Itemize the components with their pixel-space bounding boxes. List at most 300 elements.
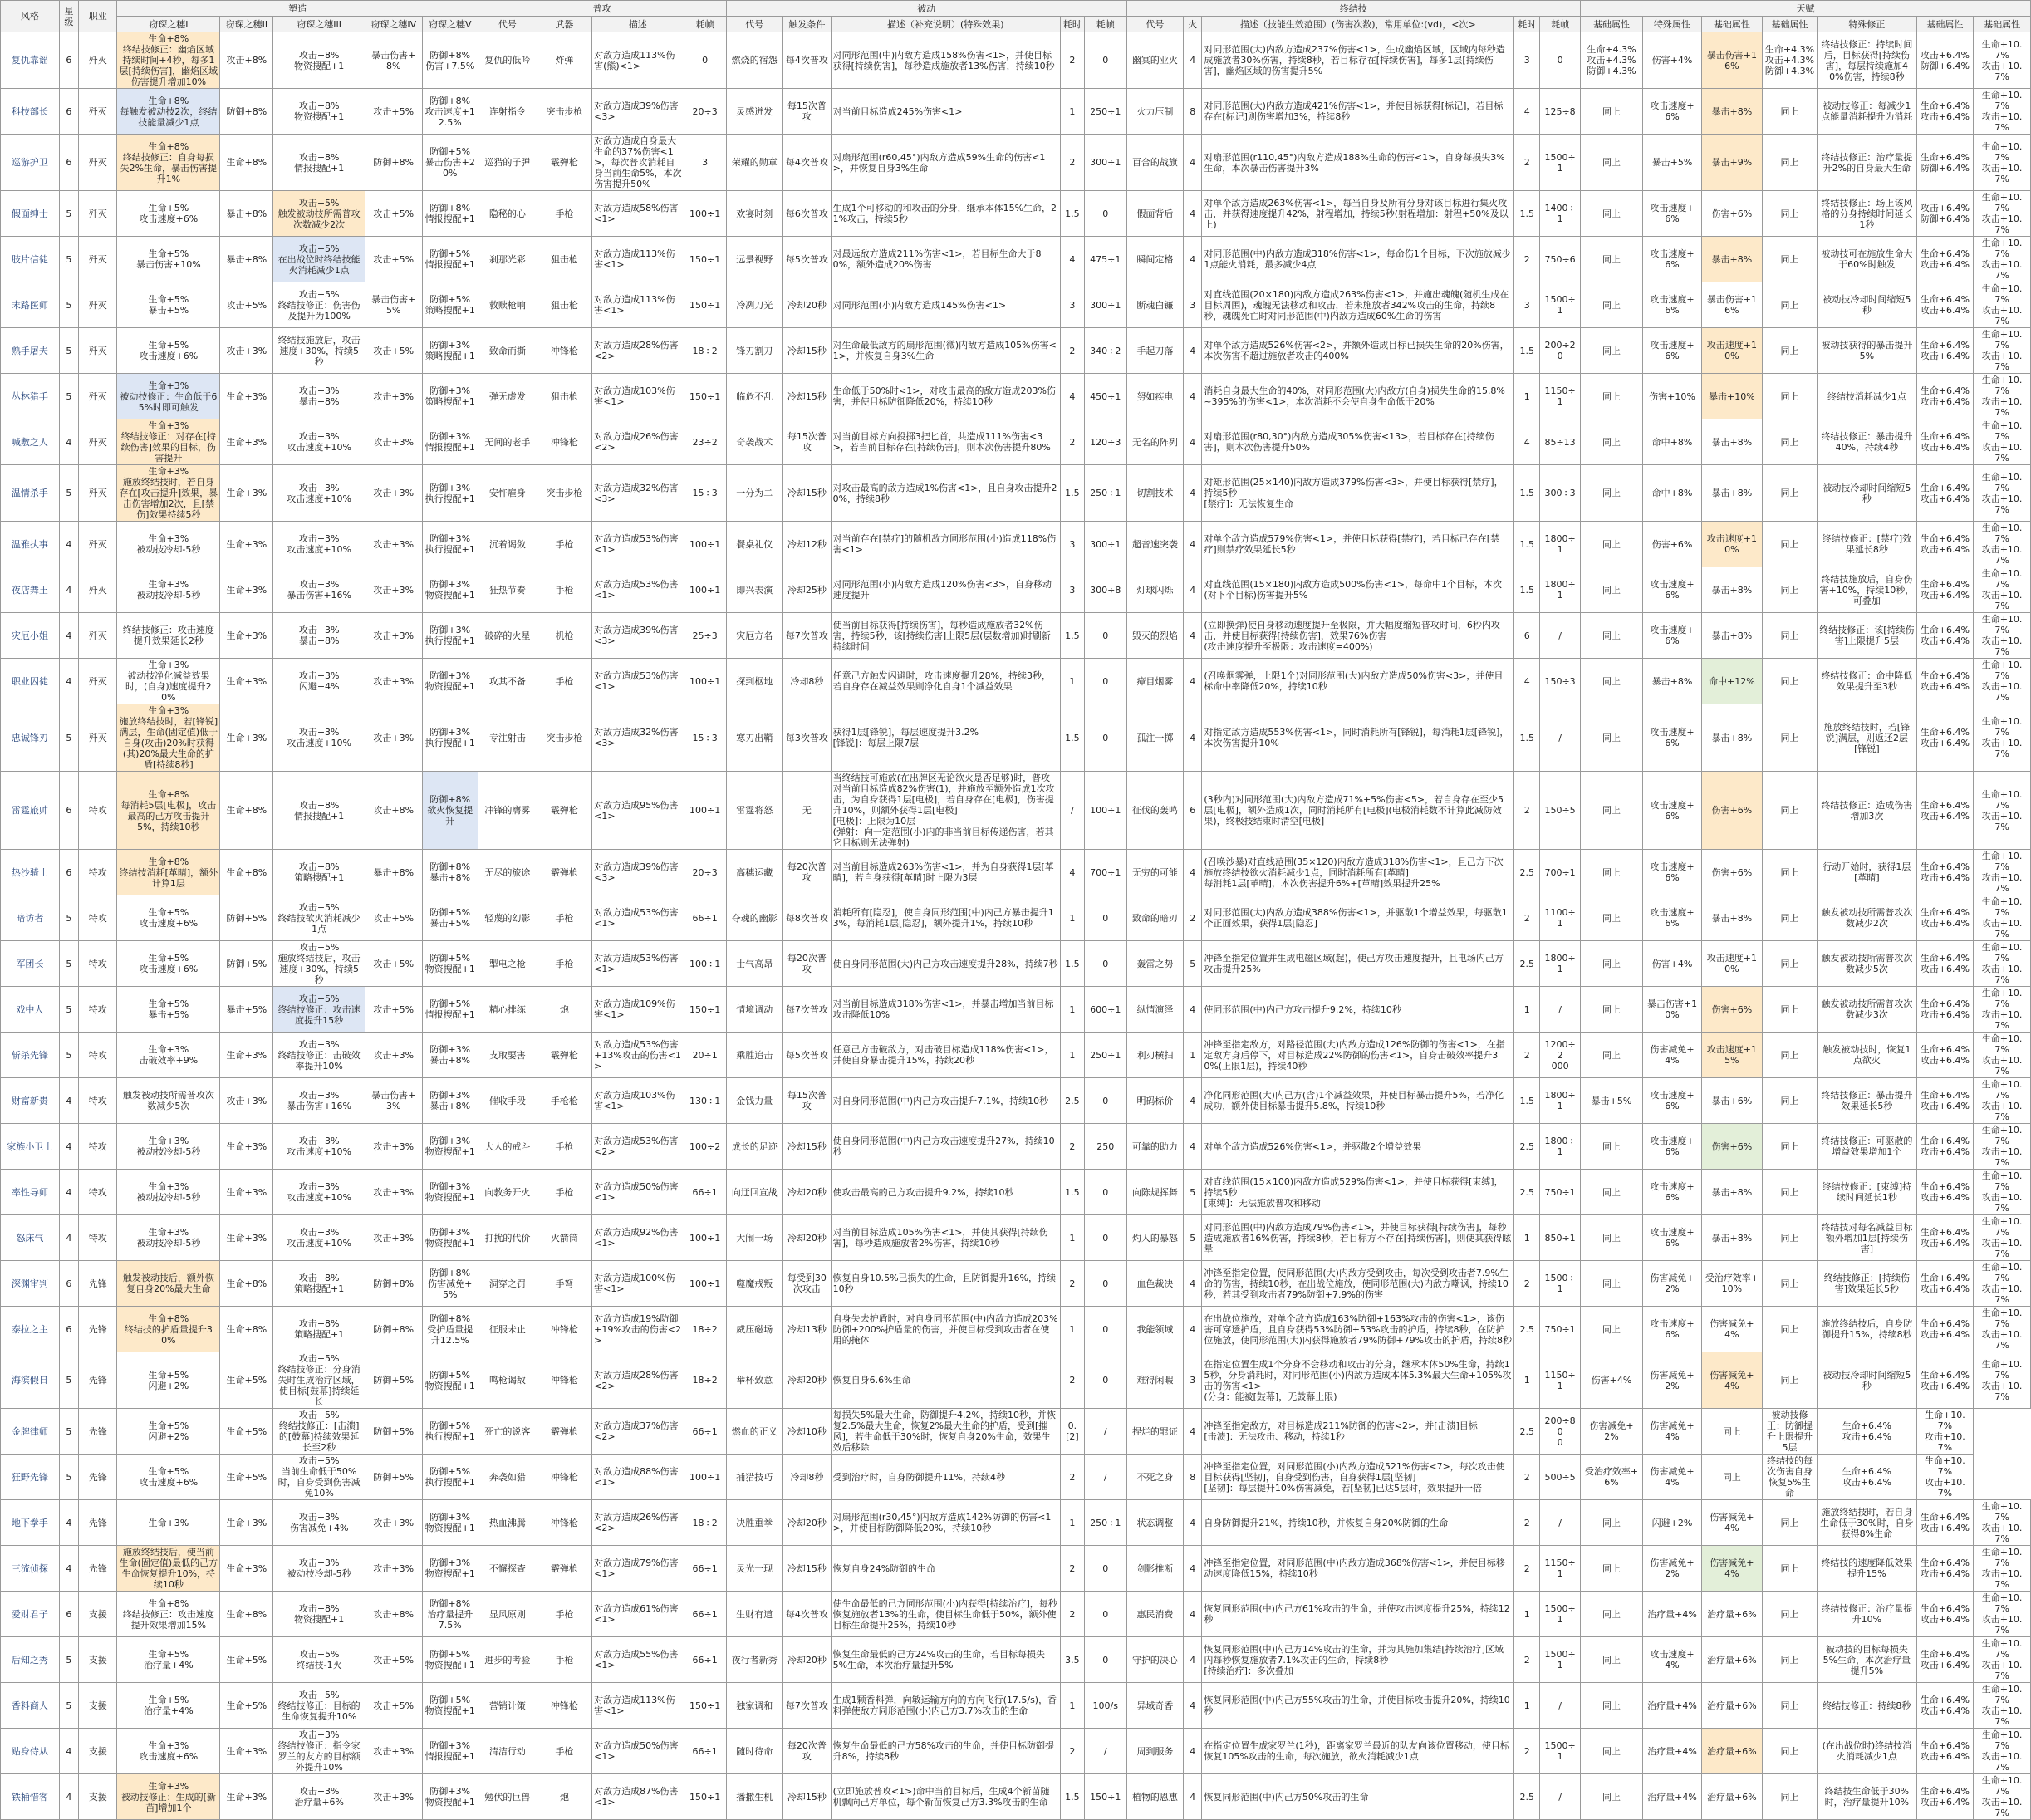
- table-cell[interactable]: 6: [1514, 613, 1540, 659]
- table-cell[interactable]: 对敌方造成58%伤害<1>: [592, 191, 684, 237]
- table-cell[interactable]: 同上: [1580, 1546, 1642, 1592]
- table-cell[interactable]: 手枪: [537, 1170, 591, 1215]
- table-cell[interactable]: 手起刀落: [1126, 328, 1184, 374]
- table-cell[interactable]: 2: [1061, 1124, 1085, 1170]
- table-cell[interactable]: 0: [1084, 1592, 1126, 1637]
- table-cell[interactable]: 每20次普攻: [783, 941, 832, 987]
- table-cell[interactable]: 5: [59, 1033, 78, 1078]
- table-cell[interactable]: 冲锋至指定位置，对同形范围(小)内敌方造成521%伤害<7>，每次攻击使目标获得[坚韧]，自身受到伤害，自身获得1层[坚韧] [坚韧]：每层提升10%伤害减免，若[坚韧]已达5层时，效果提升一倍: [1202, 1455, 1514, 1500]
- table-cell[interactable]: 同上: [1762, 1683, 1817, 1729]
- table-cell[interactable]: 4: [1514, 89, 1540, 135]
- table-cell[interactable]: 300÷8: [1084, 567, 1126, 613]
- table-cell[interactable]: 每15次普攻: [783, 419, 832, 465]
- table-cell[interactable]: 1.5: [1514, 522, 1540, 567]
- table-cell[interactable]: 冷却8秒: [783, 659, 832, 704]
- table-cell[interactable]: 生命+3% 被动技净化减益效果时，(自身)速度提升20%: [117, 659, 220, 704]
- table-cell[interactable]: (立即换弹)使自身移动速度提升至极限，并大幅度缩短普攻时间，6秒内攻击，并使目标获得[持续伤害]，效果76%伤害 (攻击速度提升至极限：攻击速度=400%): [1202, 613, 1514, 659]
- table-cell[interactable]: 同上: [1762, 704, 1817, 772]
- table-cell[interactable]: 伤害减免+4%: [1701, 1546, 1762, 1592]
- table-cell[interactable]: 生命+10.7% 攻击+10.7%: [1974, 522, 2031, 567]
- row-style-name[interactable]: 熟手屠夫: [1, 328, 60, 374]
- table-cell[interactable]: 150÷1: [684, 374, 726, 419]
- table-cell[interactable]: 防御+5% 执行搜配+1: [422, 1455, 478, 1500]
- table-cell[interactable]: 6: [59, 32, 78, 89]
- table-cell[interactable]: 20÷3: [684, 850, 726, 895]
- table-cell[interactable]: 使自身同形范围(中)内己方攻击速度提升27%，持续10秒: [831, 1124, 1060, 1170]
- table-cell[interactable]: 攻击+3%: [365, 1500, 422, 1546]
- table-cell[interactable]: 终结技修正：持续8秒: [1818, 1683, 1916, 1729]
- table-cell[interactable]: 防御+5% 策略搜配+1: [422, 282, 478, 328]
- table-cell[interactable]: 4: [1184, 987, 1202, 1033]
- table-cell[interactable]: 暴击+8%: [1643, 659, 1702, 704]
- table-cell[interactable]: 暴击+10%: [1701, 374, 1762, 419]
- table-cell[interactable]: 防御+8% 暴击+8%: [422, 850, 478, 895]
- table-cell[interactable]: 防御+8%: [365, 135, 422, 191]
- table-cell[interactable]: 歼灭: [78, 32, 116, 89]
- table-cell[interactable]: 终结技消耗减少1点: [1818, 374, 1916, 419]
- table-cell[interactable]: 生命+10.7% 攻击+10.7%: [1974, 1592, 2031, 1637]
- table-cell[interactable]: 切割技术: [1126, 465, 1184, 522]
- table-cell[interactable]: 破碎的火星: [478, 613, 537, 659]
- table-cell[interactable]: 先锋: [78, 1455, 116, 1500]
- table-cell[interactable]: 生命+5% 治疗量+4%: [117, 1637, 220, 1683]
- table-cell[interactable]: 1500÷1: [1540, 282, 1581, 328]
- table-cell[interactable]: 终结技施放后，攻击速度+30%，持续5秒: [273, 328, 365, 374]
- table-cell[interactable]: 4: [1061, 237, 1085, 282]
- table-cell[interactable]: 生命+6.4% 攻击+6.4%: [1916, 1033, 1974, 1078]
- table-cell[interactable]: 冲锋枪: [537, 1500, 591, 1546]
- table-cell[interactable]: 攻击+3% 攻击速度+10%: [273, 465, 365, 522]
- table-cell[interactable]: 生命+3% 被动技冷却-5秒: [117, 522, 220, 567]
- table-cell[interactable]: 生命+8% 每触发被动技2次，终结技能量减少1点: [117, 89, 220, 135]
- table-cell[interactable]: 施放终结技时，若自身生命低于30%时，自身获得8%生命: [1818, 1500, 1916, 1546]
- table-cell[interactable]: 66÷1: [684, 1592, 726, 1637]
- table-cell[interactable]: 生命+3% 被动技修正：生命低于65%时即可触发: [117, 374, 220, 419]
- table-cell[interactable]: 金钱力量: [726, 1078, 783, 1124]
- table-cell[interactable]: 对同形范围(大)内敌方造成237%伤害<1>，生成幽焰区域，区域内每秒造成施放者30%伤害，持续8秒，若目标存在[持续伤害]，每多1层[持续伤害]，幽焰区域的伤害提升5%: [1202, 32, 1514, 89]
- table-cell[interactable]: 2: [1061, 328, 1085, 374]
- table-cell[interactable]: 攻击速度+6%: [1643, 850, 1702, 895]
- table-cell[interactable]: 同上: [1580, 987, 1642, 1033]
- table-cell[interactable]: 命中+12%: [1701, 659, 1762, 704]
- table-cell[interactable]: 冲锋的膺雾: [478, 772, 537, 850]
- table-cell[interactable]: 攻击速度+6%: [1643, 237, 1702, 282]
- table-cell[interactable]: 使当前目标获得[持续伤害]，每秒造成施放者32%伤害，持续5秒，该[持续伤害]上限5层(层数增加)时刷新持续时间: [831, 613, 1060, 659]
- table-cell[interactable]: 1: [1184, 1033, 1202, 1078]
- table-cell[interactable]: 攻击+8% 物资搜配+1: [273, 32, 365, 89]
- table-cell[interactable]: 生命+6.4% 防御+6.4%: [1916, 135, 1974, 191]
- table-cell[interactable]: 防御+8% 情报搜配+1: [422, 191, 478, 237]
- table-cell[interactable]: 2: [1061, 1729, 1085, 1774]
- table-cell[interactable]: 可靠的助力: [1126, 1124, 1184, 1170]
- table-cell[interactable]: 对敌方造成28%伤害<2>: [592, 328, 684, 374]
- table-cell[interactable]: 防御+3% 情报搜配+1: [422, 419, 478, 465]
- table-cell[interactable]: 1150÷1: [1540, 1352, 1581, 1409]
- table-cell[interactable]: 5: [1184, 1170, 1202, 1215]
- table-cell[interactable]: 对敌方造成103%伤害<1>: [592, 374, 684, 419]
- table-cell[interactable]: 100÷1: [1084, 772, 1126, 850]
- table-cell[interactable]: 1: [1061, 1215, 1085, 1261]
- table-cell[interactable]: 同上: [1580, 1170, 1642, 1215]
- table-cell[interactable]: 同上: [1762, 1637, 1817, 1683]
- table-cell[interactable]: 0: [1084, 659, 1126, 704]
- table-cell[interactable]: 夜行者新秀: [726, 1637, 783, 1683]
- table-cell[interactable]: 消耗自身最大生命的40%，对同形范围(大)内敌方(自身)损失生命的15.8%~395%的伤害<1>，本次消耗不会使自身生命低于20%: [1202, 374, 1514, 419]
- table-cell[interactable]: 750÷1: [1540, 1170, 1581, 1215]
- table-cell[interactable]: 状态调整: [1126, 1500, 1184, 1546]
- table-cell[interactable]: 对敌方造成92%伤害<1>: [592, 1215, 684, 1261]
- table-cell[interactable]: 475÷1: [1084, 237, 1126, 282]
- table-cell[interactable]: 无尽的旅途: [478, 850, 537, 895]
- table-cell[interactable]: 对敌方造成113%伤害<1>: [592, 1683, 684, 1729]
- table-cell[interactable]: 寒刃出鞘: [726, 704, 783, 772]
- table-cell[interactable]: 同上: [1762, 850, 1817, 895]
- table-cell[interactable]: 冷却15秒: [783, 1774, 832, 1820]
- table-cell[interactable]: 每4次普攻: [783, 135, 832, 191]
- table-cell[interactable]: 1: [1061, 89, 1085, 135]
- table-cell[interactable]: 1150÷1: [1540, 374, 1581, 419]
- table-cell[interactable]: 生命+6.4% 攻击+6.4%: [1916, 1352, 1974, 1409]
- table-cell[interactable]: 2: [1514, 237, 1540, 282]
- table-cell[interactable]: 生命+3%: [220, 1170, 273, 1215]
- table-cell[interactable]: 冷却20秒: [783, 1215, 832, 1261]
- table-cell[interactable]: 18÷2: [684, 328, 726, 374]
- table-cell[interactable]: 1.5: [1514, 328, 1540, 374]
- table-cell[interactable]: 命中+8%: [1643, 419, 1702, 465]
- table-cell[interactable]: 治疗量+4%: [1643, 1592, 1702, 1637]
- table-cell[interactable]: 生命+6.4% 攻击+6.4%: [1818, 1455, 1916, 1500]
- table-cell[interactable]: 生命+8%: [220, 1592, 273, 1637]
- table-cell[interactable]: 对敌方造成53%伤害<1>: [592, 659, 684, 704]
- table-cell[interactable]: 任意己方触发闪避时，攻击速度提升28%，持续3秒，若自身存在减益效果则净化自身1个减益效果: [831, 659, 1060, 704]
- table-cell[interactable]: 120÷3: [1084, 419, 1126, 465]
- table-cell[interactable]: 每8次普攻: [783, 895, 832, 941]
- row-style-name[interactable]: 率性导师: [1, 1170, 60, 1215]
- table-cell[interactable]: 每20次普攻: [783, 1729, 832, 1774]
- table-cell[interactable]: 1.5: [1061, 613, 1085, 659]
- table-cell[interactable]: 6: [59, 1307, 78, 1352]
- row-style-name[interactable]: 海滨假日: [1, 1352, 60, 1409]
- table-cell[interactable]: 对当前目标方向投掷3把匕首，共造成111%伤害<3>，若当前目标存在[持续伤害]，则本次伤害提升80%: [831, 419, 1060, 465]
- table-cell[interactable]: 250÷1: [1084, 89, 1126, 135]
- table-cell[interactable]: 灼人的暴怒: [1126, 1215, 1184, 1261]
- table-cell[interactable]: 0: [1084, 1078, 1126, 1124]
- table-cell[interactable]: 6: [59, 89, 78, 135]
- table-cell[interactable]: 66÷1: [684, 1729, 726, 1774]
- table-cell[interactable]: 先锋: [78, 1546, 116, 1592]
- table-cell[interactable]: 伤害减免+4%: [1643, 1455, 1702, 1500]
- table-cell[interactable]: 当终结技可施放(在出牌区无论欲火是否足够)时，普攻对当前目标造成82%伤害(1)，并施放至额外造成1次攻击，为自身获得1层[电极]，若自身存在[电极]，伤害提升10%，则额外获得1层[电极] [电极]：上限为10层 (弹射：向一定范围(小)内的非当前目标传递伤害，若其它目标则无法弹射): [831, 772, 1060, 850]
- table-cell[interactable]: 0: [1540, 32, 1581, 89]
- table-cell[interactable]: 燃血的正义: [726, 1409, 783, 1455]
- table-cell[interactable]: 终结技修正：攻击速度提升效果延长2秒: [117, 613, 220, 659]
- table-cell[interactable]: 歼灭: [78, 328, 116, 374]
- table-cell[interactable]: 攻击+5%: [365, 895, 422, 941]
- table-cell[interactable]: 同上: [1762, 1729, 1817, 1774]
- table-cell[interactable]: 对敌方造成79%伤害<1>: [592, 1546, 684, 1592]
- table-cell[interactable]: 燃烧的宿怨: [726, 32, 783, 89]
- table-cell[interactable]: 向陈规挥舞: [1126, 1170, 1184, 1215]
- table-cell[interactable]: 生命+5% 攻击速度+6%: [117, 1455, 220, 1500]
- table-cell[interactable]: 生命+5%: [220, 1409, 273, 1455]
- table-cell[interactable]: 剑影推断: [1126, 1546, 1184, 1592]
- table-cell[interactable]: 每3次普攻: [783, 704, 832, 772]
- table-cell[interactable]: 2: [1514, 1546, 1540, 1592]
- table-cell[interactable]: 对敌方造成55%伤害<1>: [592, 1637, 684, 1683]
- table-cell[interactable]: 2: [1514, 772, 1540, 850]
- table-cell[interactable]: 终结技修正：该[持续伤害]上限提升5层: [1818, 613, 1916, 659]
- table-cell[interactable]: 生命+10.7% 攻击+10.7%: [1974, 282, 2031, 328]
- table-cell[interactable]: 2: [1514, 1455, 1540, 1500]
- table-cell[interactable]: 终结技修正：造成伤害增加3次: [1818, 772, 1916, 850]
- table-cell[interactable]: 66÷1: [684, 1546, 726, 1592]
- table-cell[interactable]: 每7次普攻: [783, 987, 832, 1033]
- table-cell[interactable]: 攻击+5%: [365, 941, 422, 987]
- table-cell[interactable]: 生命+5% 暴击+5%: [117, 987, 220, 1033]
- table-cell[interactable]: 防御+5% 暴击伤害+20%: [422, 135, 478, 191]
- table-cell[interactable]: 防御+3% 物资搜配+1: [422, 1170, 478, 1215]
- table-cell[interactable]: 同上: [1580, 941, 1642, 987]
- table-cell[interactable]: 4: [59, 1124, 78, 1170]
- table-cell[interactable]: 伤害+4%: [1643, 32, 1702, 89]
- table-cell[interactable]: 捕猎技巧: [726, 1455, 783, 1500]
- table-cell[interactable]: 歼灭: [78, 704, 116, 772]
- table-cell[interactable]: 生命+3%: [220, 374, 273, 419]
- table-cell[interactable]: 生命+5% 攻击速度+6%: [117, 191, 220, 237]
- table-cell[interactable]: 5: [59, 987, 78, 1033]
- table-cell[interactable]: 4: [1184, 237, 1202, 282]
- table-cell[interactable]: 伤害+6%: [1701, 987, 1762, 1033]
- table-cell[interactable]: 行动开始时，获得1层[革晴]: [1818, 850, 1916, 895]
- table-cell[interactable]: 生命+4.3% 攻击+4.3% 防御+4.3%: [1762, 32, 1817, 89]
- table-cell[interactable]: 150÷1: [684, 1683, 726, 1729]
- table-cell[interactable]: 歼灭: [78, 191, 116, 237]
- table-cell[interactable]: 防御+5% 执行搜配+1: [422, 1409, 478, 1455]
- table-cell[interactable]: 同上: [1580, 772, 1642, 850]
- table-cell[interactable]: 暴击+8%: [1701, 704, 1762, 772]
- table-cell[interactable]: 攻击+3% 攻击速度+10%: [273, 419, 365, 465]
- table-cell[interactable]: 300÷3: [1540, 465, 1581, 522]
- table-cell[interactable]: 750÷1: [1540, 1307, 1581, 1352]
- table-cell[interactable]: 先锋: [78, 1500, 116, 1546]
- table-cell[interactable]: 1400÷1: [1540, 191, 1581, 237]
- table-cell[interactable]: 1.5: [1061, 1170, 1085, 1215]
- table-cell[interactable]: 被动技修正：防御提升上限提升5层: [1762, 1409, 1817, 1455]
- table-cell[interactable]: 生命+6.4% 攻击+6.4%: [1916, 1546, 1974, 1592]
- table-cell[interactable]: 4: [1184, 522, 1202, 567]
- table-cell[interactable]: 即兴表演: [726, 567, 783, 613]
- table-cell[interactable]: 冲锋至指定位置，使同形范围(大)内敌方受到攻击，每次受到攻击者7.9%生命的伤害，持续10秒，在出战位施放，使同形范围(大)内敌方嘲讽，持续10秒，若其受到攻击者79%防御+7.9%的伤害: [1202, 1261, 1514, 1307]
- table-cell[interactable]: 750÷6: [1540, 237, 1581, 282]
- table-cell[interactable]: 攻击+3% 终结技修正：指令家罗兰的友方的目标额外提升10%: [273, 1729, 365, 1774]
- table-cell[interactable]: 2.5: [1514, 1307, 1540, 1352]
- table-cell[interactable]: 攻击+5%: [220, 282, 273, 328]
- table-cell[interactable]: 惠民消费: [1126, 1592, 1184, 1637]
- table-cell[interactable]: 突击步枪: [537, 704, 591, 772]
- table-cell[interactable]: 防御+3% 执行搜配+1: [422, 613, 478, 659]
- table-cell[interactable]: 特攻: [78, 1170, 116, 1215]
- table-cell[interactable]: 播撒生机: [726, 1774, 783, 1820]
- table-cell[interactable]: 勉伏的巨兽: [478, 1774, 537, 1820]
- table-cell[interactable]: 4: [59, 659, 78, 704]
- table-cell[interactable]: 攻击+5%: [365, 191, 422, 237]
- table-cell[interactable]: 0: [1084, 1546, 1126, 1592]
- table-cell[interactable]: 对敌方造成37%伤害<2>: [592, 1409, 684, 1455]
- row-style-name[interactable]: 假面绅士: [1, 191, 60, 237]
- table-cell[interactable]: 特攻: [78, 1033, 116, 1078]
- table-cell[interactable]: 1: [1061, 987, 1085, 1033]
- row-style-name[interactable]: 怒床气: [1, 1215, 60, 1261]
- table-cell[interactable]: 生命+8% 终结技修正：自身每损失2%生命，暴击伤害提升1%: [117, 135, 220, 191]
- table-cell[interactable]: 探到枢地: [726, 659, 783, 704]
- table-cell[interactable]: 攻击+3% 治疗量+6%: [273, 1774, 365, 1820]
- table-cell[interactable]: 攻击+6.4% 防御+6.4%: [1916, 32, 1974, 89]
- table-cell[interactable]: 1800÷1: [1540, 522, 1581, 567]
- table-cell[interactable]: 冷却20秒: [783, 1500, 832, 1546]
- table-cell[interactable]: 举杯致意: [726, 1352, 783, 1409]
- table-cell[interactable]: 攻击+5%: [365, 1683, 422, 1729]
- table-cell[interactable]: 生命+3%: [220, 1033, 273, 1078]
- table-cell[interactable]: 300÷1: [1084, 522, 1126, 567]
- table-cell[interactable]: 冲锋枪: [537, 328, 591, 374]
- table-cell[interactable]: 对敌方造成109%伤害<1>: [592, 987, 684, 1033]
- table-cell[interactable]: 同上: [1762, 1124, 1817, 1170]
- table-cell[interactable]: 特攻: [78, 1124, 116, 1170]
- table-cell[interactable]: 生命+6.4% 攻击+6.4%: [1916, 567, 1974, 613]
- table-cell[interactable]: 营销计策: [478, 1683, 537, 1729]
- table-cell[interactable]: 同上: [1580, 1307, 1642, 1352]
- table-cell[interactable]: 攻击+3% 被动技冷却-5秒: [273, 1546, 365, 1592]
- table-cell[interactable]: 冷却10秒: [783, 1409, 832, 1455]
- table-cell[interactable]: 歼灭: [78, 522, 116, 567]
- table-cell[interactable]: 200÷2 0: [1540, 328, 1581, 374]
- table-cell[interactable]: 0: [1084, 1215, 1126, 1261]
- table-cell[interactable]: 生命+10.7% 攻击+10.7%: [1974, 613, 2031, 659]
- table-cell[interactable]: 霰弹枪: [537, 1033, 591, 1078]
- table-cell[interactable]: 生命+10.7% 攻击+10.7%: [1974, 1215, 2031, 1261]
- table-cell[interactable]: 攻击+3%: [365, 522, 422, 567]
- table-cell[interactable]: 对单个敌方造成526%伤害<2>，并额外造成目标已损失生命的20%伤害，本次伤害不超过施放者攻击的400%: [1202, 328, 1514, 374]
- table-cell[interactable]: 冷却20秒: [783, 1170, 832, 1215]
- table-cell[interactable]: 冷冽刀光: [726, 282, 783, 328]
- table-cell[interactable]: 防御+3% 物资搜配+1: [422, 1500, 478, 1546]
- table-cell[interactable]: 奇袭战术: [726, 419, 783, 465]
- table-cell[interactable]: /: [1540, 1774, 1581, 1820]
- table-cell[interactable]: 歼灭: [78, 659, 116, 704]
- table-cell[interactable]: 治疗量+6%: [1701, 1729, 1762, 1774]
- table-cell[interactable]: 火力压制: [1126, 89, 1184, 135]
- table-cell[interactable]: 孤注一掷: [1126, 704, 1184, 772]
- table-cell[interactable]: 生命+3%: [220, 465, 273, 522]
- row-style-name[interactable]: 深渊审判: [1, 1261, 60, 1307]
- table-cell[interactable]: 250: [1084, 1124, 1126, 1170]
- table-cell[interactable]: 冲锋枪: [537, 1352, 591, 1409]
- table-cell[interactable]: 进步的考验: [478, 1637, 537, 1683]
- table-cell[interactable]: 4: [1514, 659, 1540, 704]
- table-cell[interactable]: 150÷1: [684, 1774, 726, 1820]
- table-cell[interactable]: 3: [1061, 522, 1085, 567]
- table-cell[interactable]: 生命+3% 被动技冷却-5秒: [117, 1124, 220, 1170]
- table-cell[interactable]: 远景视野: [726, 237, 783, 282]
- table-cell[interactable]: 对扇形范围(r60,45°)内敌方造成59%生命的伤害<1>，并恢复自身3%生命: [831, 135, 1060, 191]
- table-cell[interactable]: 特攻: [78, 772, 116, 850]
- table-cell[interactable]: 同上: [1762, 941, 1817, 987]
- table-cell[interactable]: 生命+5% 暴击伤害+10%: [117, 237, 220, 282]
- table-cell[interactable]: 灾厄方名: [726, 613, 783, 659]
- table-cell[interactable]: 受治疗效率+6%: [1580, 1455, 1642, 1500]
- table-cell[interactable]: 18÷2: [684, 1352, 726, 1409]
- table-cell[interactable]: 每5次普攻: [783, 237, 832, 282]
- table-cell[interactable]: 触发被动技所需普攻次数减少2次: [1818, 895, 1916, 941]
- table-cell[interactable]: 被动技冷却时间缩短5秒: [1818, 282, 1916, 328]
- table-cell[interactable]: 每15次普攻: [783, 89, 832, 135]
- table-cell[interactable]: 同上: [1762, 895, 1817, 941]
- table-cell[interactable]: 1.5: [1061, 1774, 1085, 1820]
- table-cell[interactable]: 施放终结技后，自身防御提升15%，持续8秒: [1818, 1307, 1916, 1352]
- table-cell[interactable]: 冲锋枪: [537, 419, 591, 465]
- table-cell[interactable]: 治疗量+4%: [1643, 1774, 1702, 1820]
- table-cell[interactable]: 攻击速度+6%: [1643, 89, 1702, 135]
- table-cell[interactable]: 对敌方造成113%伤害(熊)<1>: [592, 32, 684, 89]
- table-cell[interactable]: 大人的戒斗: [478, 1124, 537, 1170]
- table-cell[interactable]: 2: [1514, 895, 1540, 941]
- table-cell[interactable]: 先锋: [78, 1307, 116, 1352]
- table-cell[interactable]: 攻击速度+15%: [1701, 1033, 1762, 1078]
- table-cell[interactable]: 攻击速度+10%: [1701, 522, 1762, 567]
- table-cell[interactable]: 终结技修正：[持续伤害]效果延长5秒: [1818, 1261, 1916, 1307]
- table-cell[interactable]: 66÷1: [684, 1170, 726, 1215]
- table-cell[interactable]: 狙击枪: [537, 282, 591, 328]
- table-cell[interactable]: 不死之身: [1126, 1455, 1184, 1500]
- table-cell[interactable]: 假面背后: [1126, 191, 1184, 237]
- table-cell[interactable]: 100÷1: [684, 772, 726, 850]
- table-cell[interactable]: 4: [1184, 374, 1202, 419]
- table-cell[interactable]: 100÷1: [684, 1261, 726, 1307]
- table-cell[interactable]: 生命+3%: [220, 704, 273, 772]
- table-cell[interactable]: 攻击+5% 终结技修正：[击溃]的[鼓幕]持续效果延长至2秒: [273, 1409, 365, 1455]
- table-cell[interactable]: 乘胜追击: [726, 1033, 783, 1078]
- table-cell[interactable]: 生命+3% 终结技修正：对存在[持续伤害]效果的目标，伤害提升: [117, 419, 220, 465]
- table-cell[interactable]: 显风原则: [478, 1592, 537, 1637]
- table-cell[interactable]: 对敌方造成26%伤害<2>: [592, 1500, 684, 1546]
- table-cell[interactable]: 炮: [537, 987, 591, 1033]
- table-cell[interactable]: 弹无虚发: [478, 374, 537, 419]
- table-cell[interactable]: 命中+8%: [1643, 465, 1702, 522]
- table-cell[interactable]: (在出战位时)终结技消火消耗减少1点: [1818, 1729, 1916, 1774]
- table-cell[interactable]: 暴击伤害+5%: [365, 282, 422, 328]
- table-cell[interactable]: 轰雷之势: [1126, 941, 1184, 987]
- table-cell[interactable]: 歼灭: [78, 613, 116, 659]
- table-cell[interactable]: 生命+10.7% 攻击+10.7%: [1974, 135, 2031, 191]
- table-cell[interactable]: 每7次普攻: [783, 1683, 832, 1729]
- table-cell[interactable]: 防御+5% 物资搜配+1: [422, 1637, 478, 1683]
- table-cell[interactable]: 对指定敌方造成553%伤害<1>，同时消耗所有[锋锐]，每消耗1层[锋锐]，本次伤害提升10%: [1202, 704, 1514, 772]
- table-cell[interactable]: 霰弹枪: [537, 850, 591, 895]
- table-cell[interactable]: 治疗量+6%: [1701, 1592, 1762, 1637]
- table-cell[interactable]: 冲锋枪: [537, 1455, 591, 1500]
- table-cell[interactable]: 20÷1: [684, 1033, 726, 1078]
- table-cell[interactable]: 8: [1184, 89, 1202, 135]
- table-cell[interactable]: 手枪: [537, 191, 591, 237]
- table-cell[interactable]: 使自身同形范围(大)内己方攻击速度提升28%，持续7秒: [831, 941, 1060, 987]
- table-cell[interactable]: 同上: [1762, 613, 1817, 659]
- table-cell[interactable]: 攻击+3%: [365, 704, 422, 772]
- table-cell[interactable]: 0.[2]: [1061, 1409, 1085, 1455]
- table-cell[interactable]: 攻击+5%: [365, 89, 422, 135]
- table-cell[interactable]: 恢复同形范围(中)内己方50%攻击的生命: [1202, 1774, 1514, 1820]
- table-cell[interactable]: 15÷3: [684, 704, 726, 772]
- table-cell[interactable]: 18÷2: [684, 1307, 726, 1352]
